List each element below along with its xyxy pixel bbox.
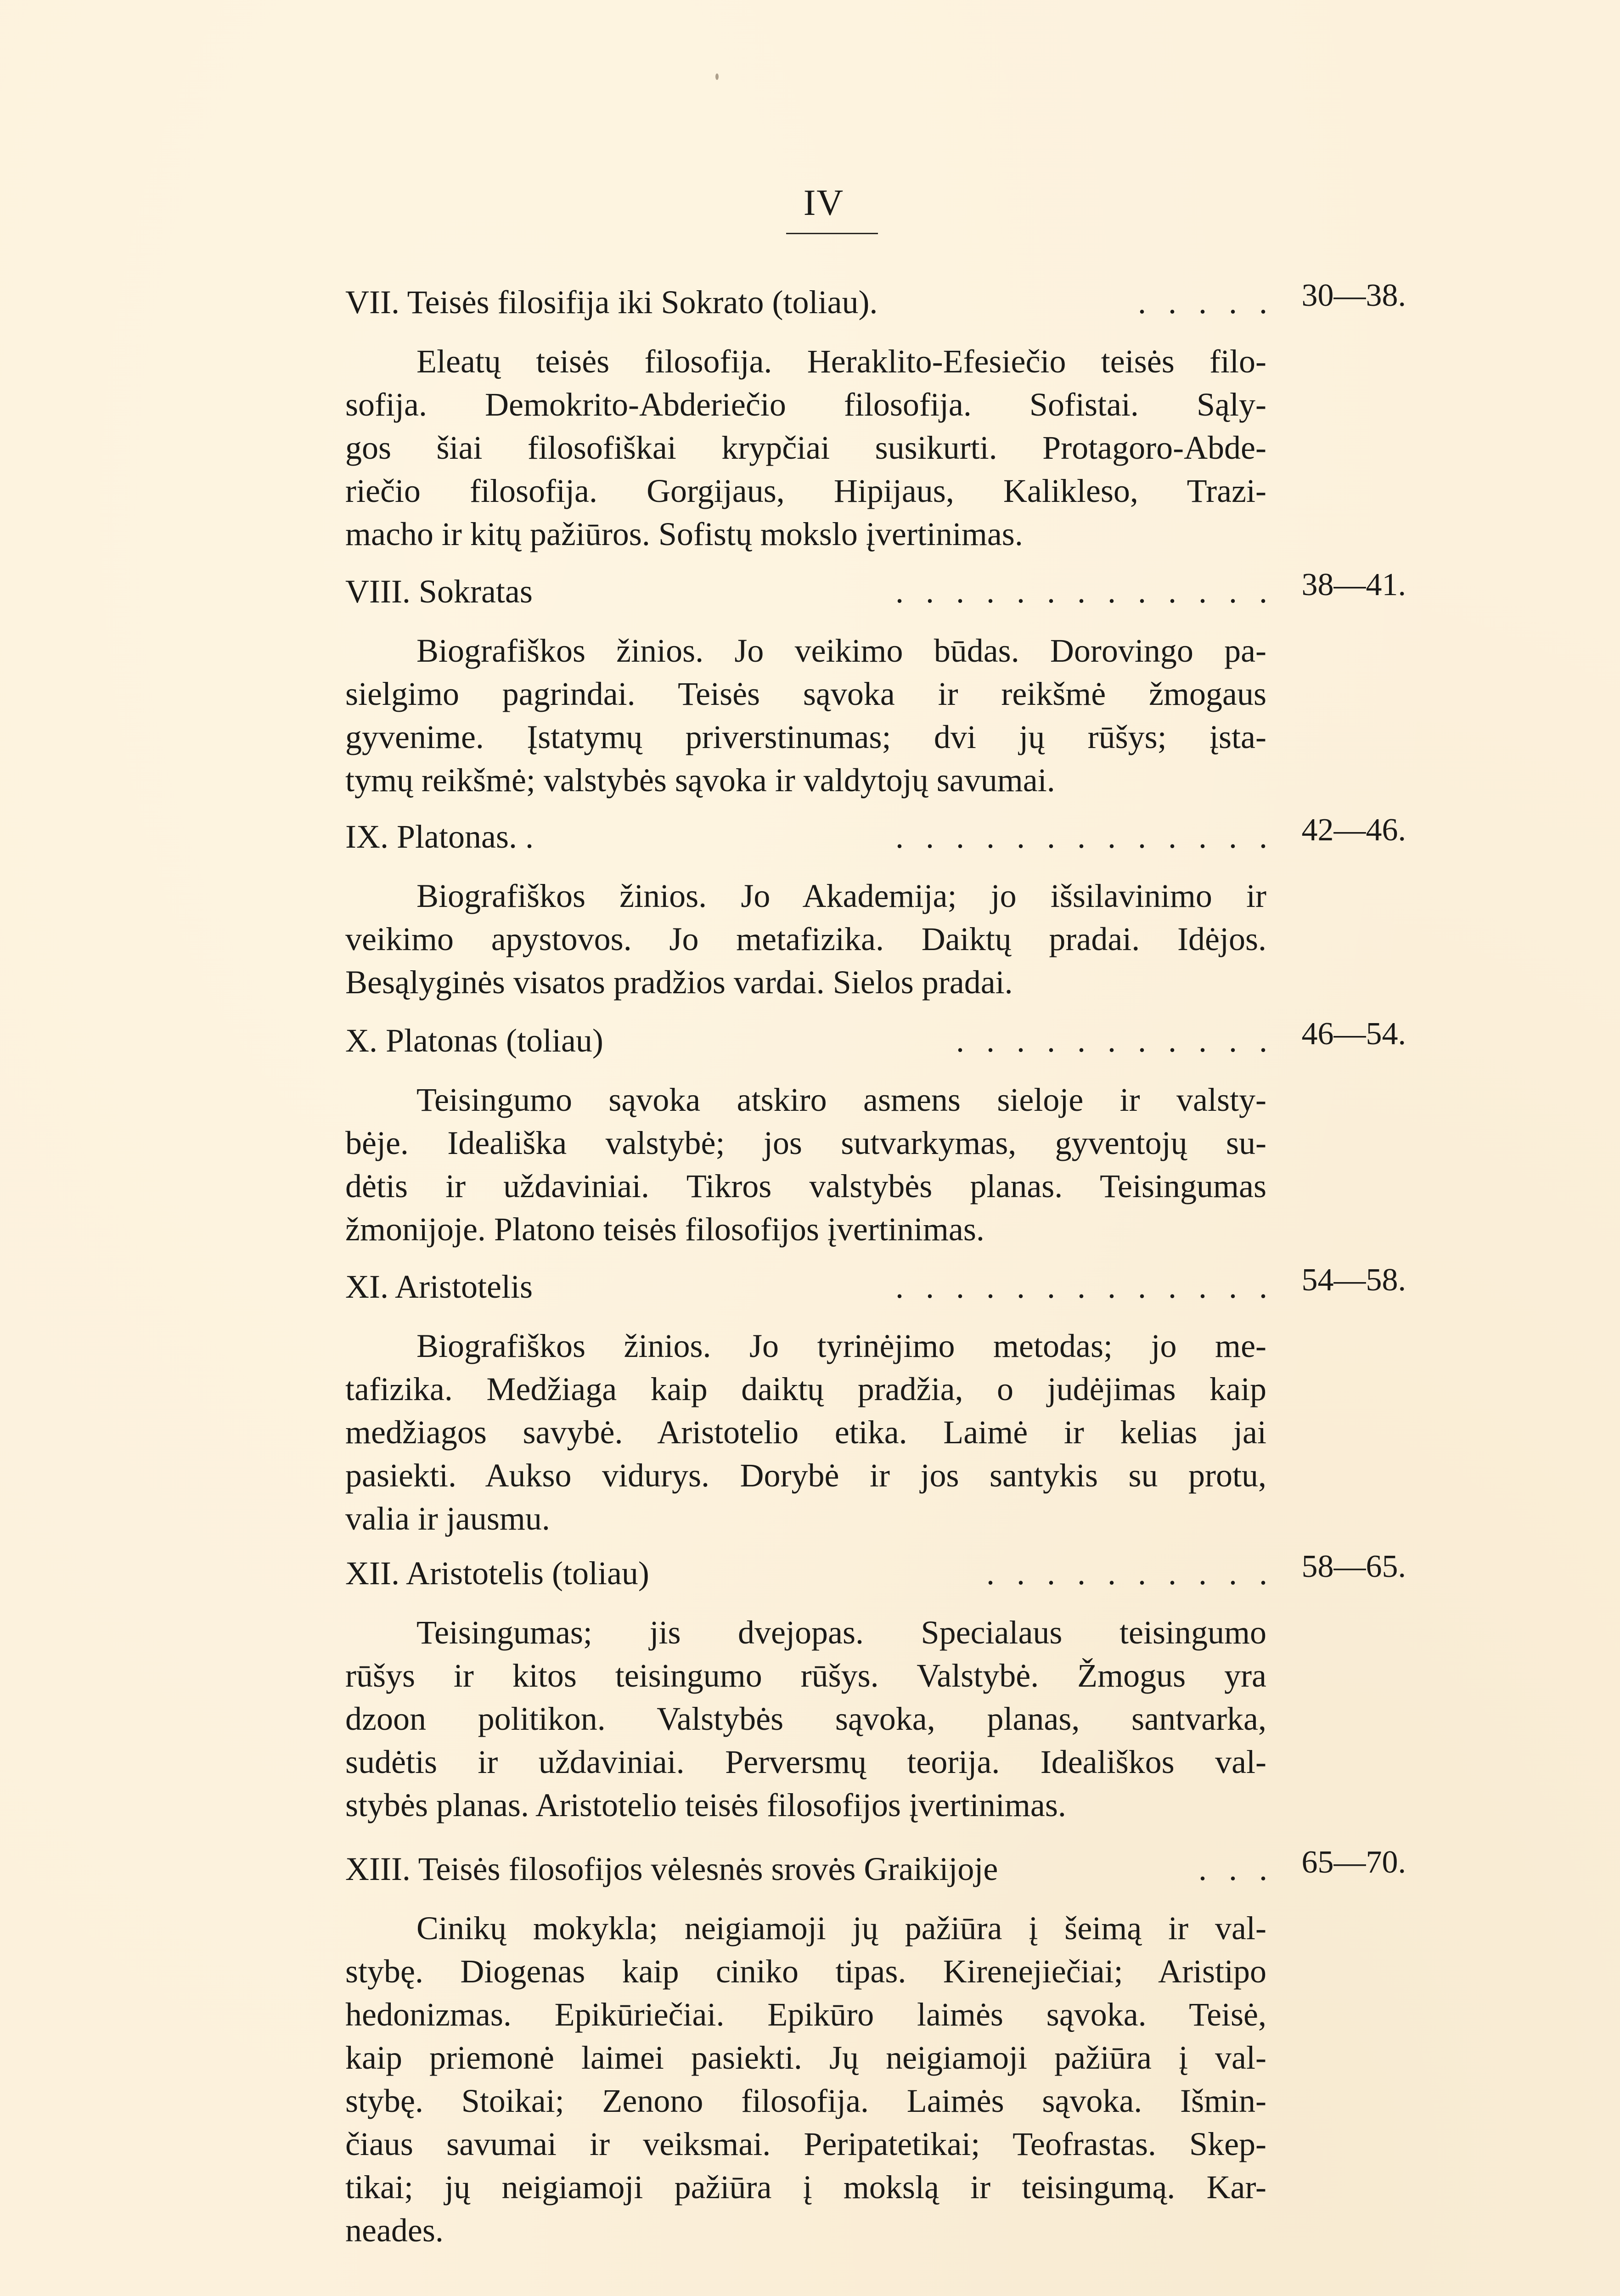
summary-line: valia ir jausmu. bbox=[345, 1500, 550, 1537]
summary-line: riečio filosofija. Gorgijaus, Hipijaus, Kalikleso, Trazi- bbox=[345, 473, 1266, 509]
entry-page-range: 65—70. bbox=[1301, 1845, 1406, 1880]
summary-line: Biografiškos žinios. Jo tyrinėjimo metodas; jo me- bbox=[416, 1328, 1266, 1364]
summary-line: Eleatų teisės filosofija. Heraklito-Efesiečio teisės filo- bbox=[416, 343, 1266, 380]
summary-line: stybę. Stoikai; Zenono filosofija. Laimės sąvoka. Išmin- bbox=[345, 2082, 1266, 2119]
summary-line: tikai; jų neigiamoji pažiūra į mokslą ir teisingumą. Kar- bbox=[345, 2169, 1266, 2206]
summary-line: dzoon politikon. Valstybės sąvoka, planas, santvarka, bbox=[345, 1700, 1266, 1737]
summary-line: stybės planas. Aristotelio teisės filosofijos įvertinimas. bbox=[345, 1787, 1066, 1823]
summary-line: neades. bbox=[345, 2212, 444, 2249]
summary-line: kaip priemonė laimei pasiekti. Jų neigiamoji pažiūra į val- bbox=[345, 2039, 1266, 2076]
summary-line: čiaus savumai ir veiksmai. Peripatetikai; Teofrastas. Skep- bbox=[345, 2126, 1266, 2162]
entry-summary bbox=[345, 1611, 1266, 1827]
entry-summary bbox=[345, 1907, 1266, 2252]
entry-title: XI. Aristotelis bbox=[345, 1268, 533, 1305]
summary-line: stybę. Diogenas kaip ciniko tipas. Kirenejiečiai; Aristipo bbox=[345, 1953, 1266, 1990]
page-number: IV bbox=[803, 183, 844, 223]
toc-entry-viii bbox=[345, 567, 1406, 802]
entry-title: XIII. Teisės filosofijos vėlesnės srovės Graikijoje bbox=[345, 1851, 998, 1887]
summary-line: gyvenime. Įstatymų priverstinumas; dvi jų rūšys; įsta- bbox=[345, 719, 1266, 755]
summary-line: gos šiai filosofiškai krypčiai susikurti. Protagoro-Abde- bbox=[345, 429, 1266, 466]
summary-line: macho ir kitų pažiūros. Sofistų mokslo įvertinimas. bbox=[345, 516, 1023, 552]
summary-line: Teisingumo sąvoka atskiro asmens sieloje ir valsty- bbox=[416, 1081, 1266, 1118]
dot-leader: . . . . . bbox=[1138, 284, 1267, 321]
summary-line: Biografiškos žinios. Jo veikimo būdas. Dorovingo pa- bbox=[416, 632, 1266, 669]
entry-page-range: 58—65. bbox=[1301, 1549, 1406, 1584]
entry-heading bbox=[345, 1549, 1406, 1594]
entry-heading bbox=[345, 278, 1406, 323]
entry-summary bbox=[345, 1078, 1266, 1251]
entry-title: VIII. Sokratas bbox=[345, 573, 533, 610]
dot-leader: . . . . . . . . . . . . . bbox=[895, 573, 1267, 610]
entry-summary bbox=[345, 629, 1266, 802]
summary-line: rūšys ir kitos teisingumo rūšys. Valstybė. Žmogus yra bbox=[345, 1657, 1266, 1694]
toc-entry-xii bbox=[345, 1549, 1406, 1827]
dot-leader: . . . . . . . . . . . bbox=[956, 1022, 1267, 1059]
paper-speck bbox=[715, 73, 719, 80]
summary-line: medžiagos savybė. Aristotelio etika. Laimė ir kelias jai bbox=[345, 1414, 1266, 1451]
entry-page-range: 42—46. bbox=[1301, 812, 1406, 848]
summary-line: Teisingumas; jis dvejopas. Specialaus teisingumo bbox=[416, 1614, 1266, 1651]
entry-page-range: 38—41. bbox=[1301, 567, 1406, 602]
summary-line: tymų reikšmė; valstybės sąvoka ir valdytojų savumai. bbox=[345, 762, 1055, 799]
entry-summary bbox=[345, 874, 1266, 1004]
dot-leader: . . . . . . . . . . . . . bbox=[895, 1268, 1267, 1305]
entry-title: XII. Aristotelis (toliau) bbox=[345, 1555, 649, 1592]
entry-page-range: 30—38. bbox=[1301, 278, 1406, 313]
summary-line: tafizika. Medžiaga kaip daiktų pradžia, o judėjimas kaip bbox=[345, 1371, 1266, 1407]
dot-leader: . . . . . . . . . . bbox=[986, 1555, 1267, 1592]
toc-entry-x bbox=[345, 1016, 1406, 1251]
entry-heading bbox=[345, 1016, 1406, 1062]
entry-page-range: 46—54. bbox=[1301, 1016, 1406, 1052]
entry-heading bbox=[345, 812, 1406, 858]
entry-summary bbox=[345, 1324, 1266, 1540]
header-rule bbox=[786, 233, 878, 234]
summary-line: bėje. Ideališka valstybė; jos sutvarkymas, gyventojų su- bbox=[345, 1125, 1266, 1161]
entry-heading bbox=[345, 567, 1406, 613]
summary-line: sudėtis ir uždaviniai. Perversmų teorija. Ideališkos val- bbox=[345, 1744, 1266, 1780]
dot-leader: . . . bbox=[1198, 1851, 1267, 1887]
toc-entry-ix bbox=[345, 812, 1406, 1004]
summary-line: sofija. Demokrito-Abderiečio filosofija. Sofistai. Sąly- bbox=[345, 386, 1266, 423]
toc-entry-xiii bbox=[345, 1845, 1406, 2252]
toc-entry-xi bbox=[345, 1262, 1406, 1540]
entry-heading bbox=[345, 1262, 1406, 1308]
summary-line: Besąlyginės visatos pradžios vardai. Sielos pradai. bbox=[345, 964, 1013, 1001]
entry-title: IX. Platonas. . bbox=[345, 818, 534, 855]
summary-line: Biografiškos žinios. Jo Akademija; jo išsilavinimo ir bbox=[416, 878, 1266, 914]
entry-page-range: 54—58. bbox=[1301, 1262, 1406, 1298]
entry-summary bbox=[345, 340, 1266, 556]
summary-line: sielgimo pagrindai. Teisės sąvoka ir reikšmė žmogaus bbox=[345, 675, 1266, 712]
summary-line: Cinikų mokykla; neigiamoji jų pažiūra į šeimą ir val- bbox=[416, 1910, 1266, 1947]
entry-title: X. Platonas (toliau) bbox=[345, 1022, 603, 1059]
summary-line: hedonizmas. Epikūriečiai. Epikūro laimės sąvoka. Teisė, bbox=[345, 1996, 1266, 2033]
summary-line: dėtis ir uždaviniai. Tikros valstybės planas. Teisingumas bbox=[345, 1168, 1266, 1204]
dot-leader: . . . . . . . . . . . . . bbox=[895, 818, 1267, 855]
summary-line: žmonijoje. Platono teisės filosofijos įvertinimas. bbox=[345, 1211, 984, 1248]
summary-line: pasiekti. Aukso vidurys. Dorybė ir jos santykis su protu, bbox=[345, 1457, 1266, 1494]
entry-title: VII. Teisės filosifija iki Sokrato (toliau). bbox=[345, 284, 878, 321]
entry-heading bbox=[345, 1845, 1406, 1890]
summary-line: veikimo apystovos. Jo metafizika. Daiktų pradai. Idėjos. bbox=[345, 921, 1266, 957]
toc-entry-vii bbox=[345, 278, 1406, 556]
